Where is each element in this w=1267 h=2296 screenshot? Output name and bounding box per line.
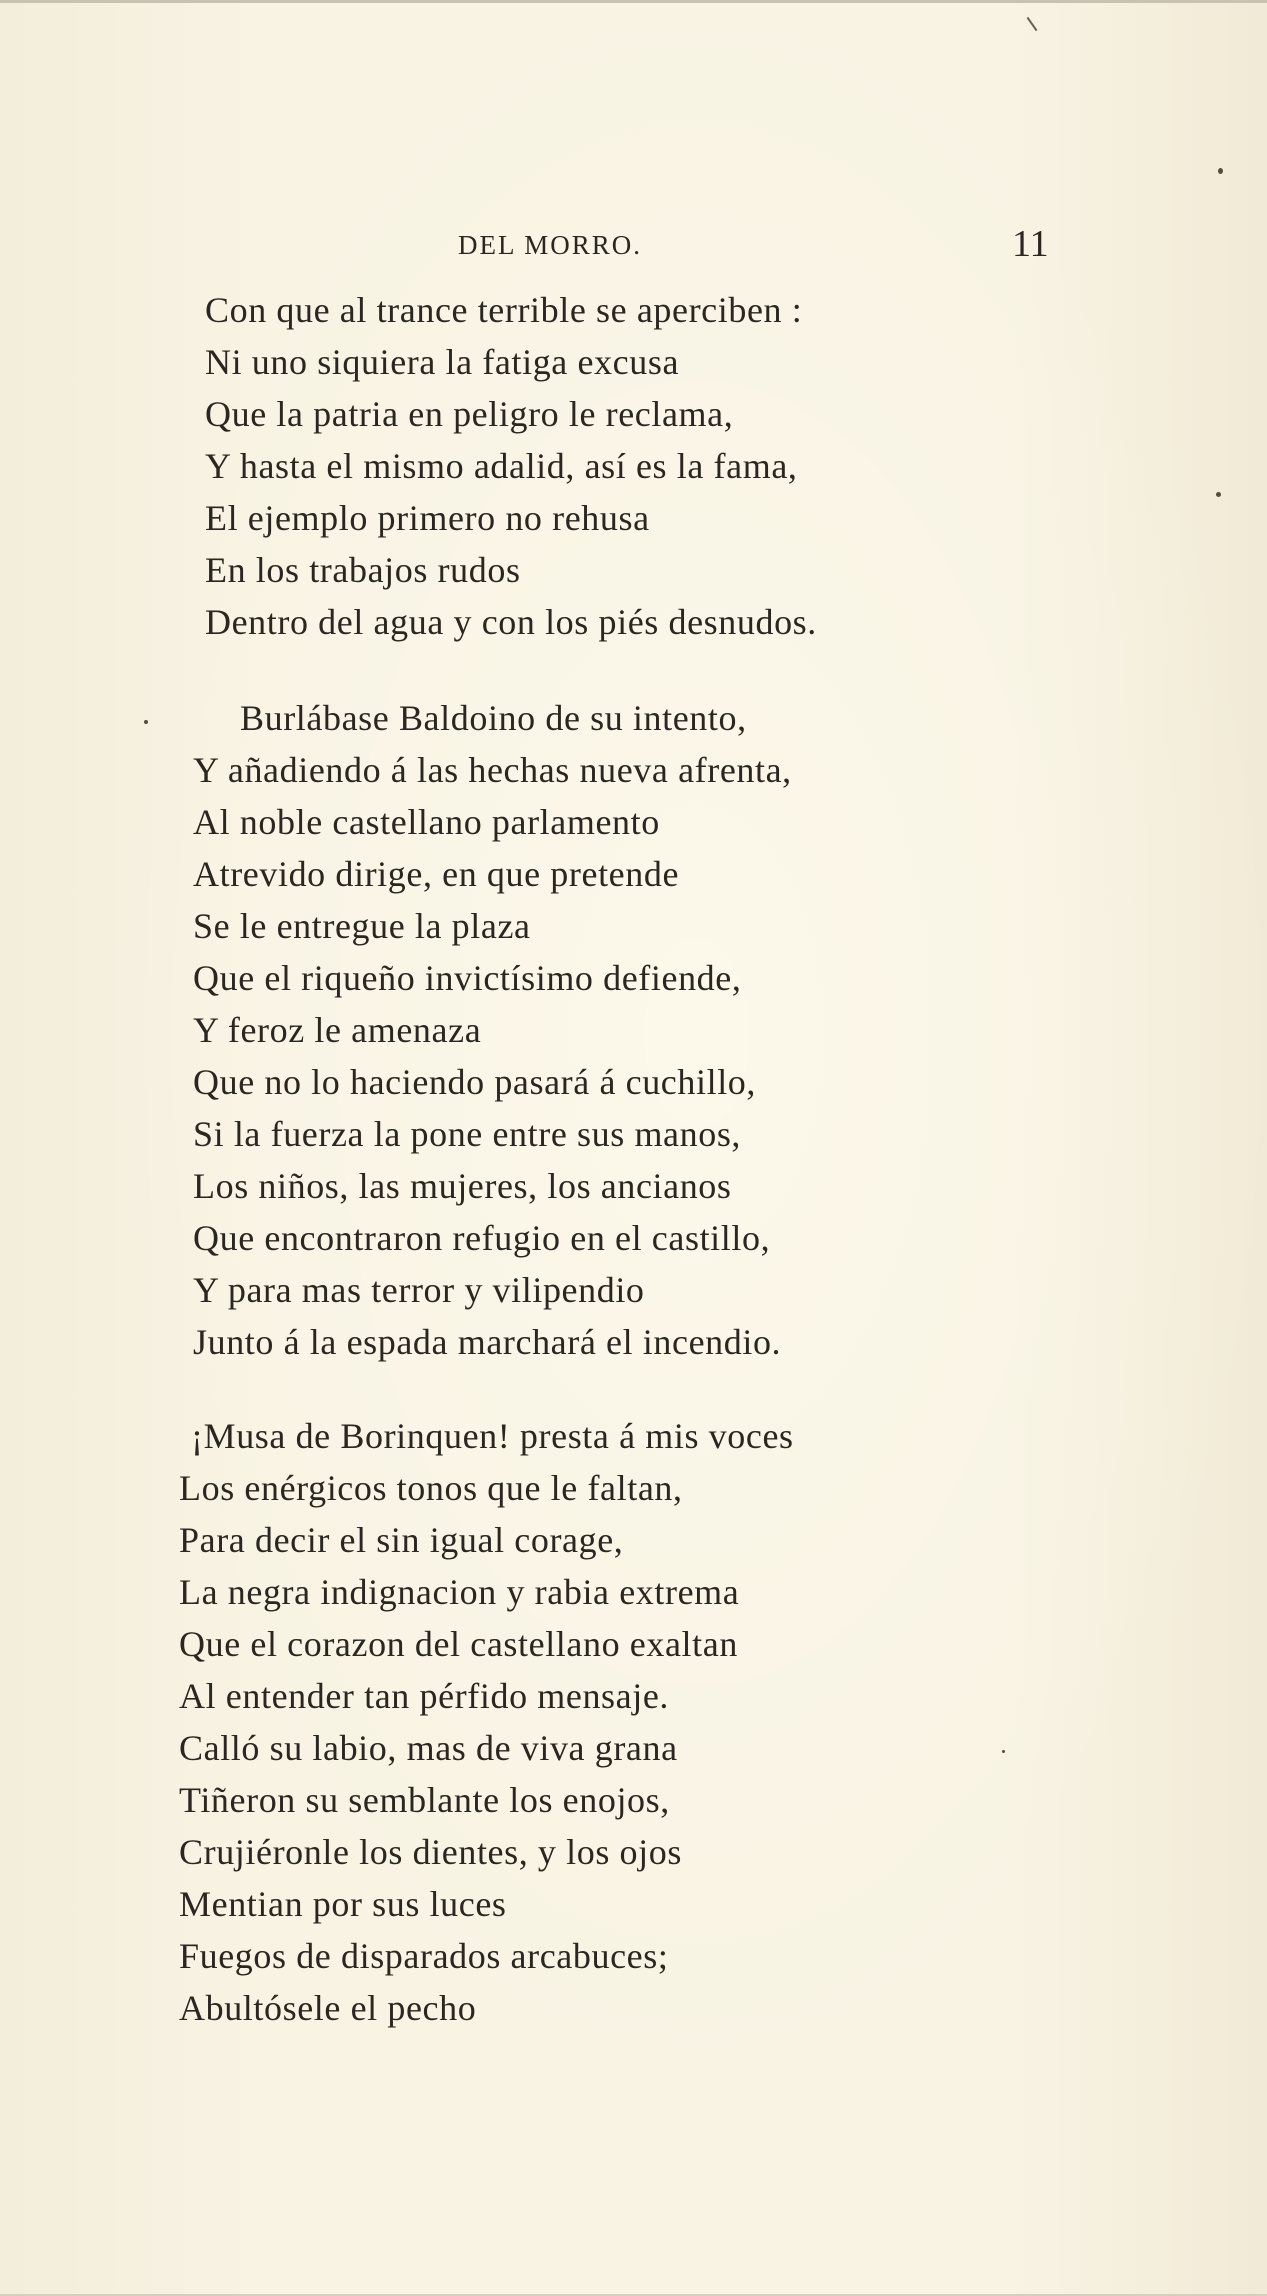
verse-line: Crujiéronle los dientes, y los ojos (179, 1832, 682, 1872)
stanza-2 (193, 692, 792, 1368)
verse-line: Junto á la espada marchará el incendio. (193, 1322, 782, 1362)
verse-line: Que la patria en peligro le reclama, (205, 394, 734, 434)
verse-line: El ejemplo primero no rehusa (205, 498, 650, 538)
verse-line: Abultósele el pecho (179, 1988, 477, 2028)
verse-line: ¡Musa de Borinquen! presta á mis voces (191, 1416, 794, 1456)
verse-line: Fuegos de disparados arcabuces; (179, 1936, 669, 1976)
ink-speck (144, 720, 148, 724)
ink-speck (1218, 168, 1223, 174)
page-number: 11 (1012, 223, 1049, 265)
page-top-edge (0, 0, 1267, 3)
verse-line: Que el riqueño invictísimo defiende, (193, 958, 742, 998)
verse-line: Que encontraron refugio en el castillo, (193, 1218, 771, 1258)
verse-line: Dentro del agua y con los piés desnudos. (205, 602, 817, 642)
verse-line: Para decir el sin igual corage, (179, 1520, 624, 1560)
verse-line: Atrevido dirige, en que pretende (193, 854, 680, 894)
verse-line: Que no lo haciendo pasará á cuchillo, (193, 1062, 756, 1102)
verse-line: Con que al trance terrible se aperciben : (205, 290, 803, 330)
verse-line: Al noble castellano parlamento (193, 802, 660, 842)
stanza-1 (205, 284, 817, 648)
verse-line: Los niños, las mujeres, los ancianos (193, 1166, 732, 1206)
verse-line: Y para mas terror y vilipendio (193, 1270, 645, 1310)
verse-line: Y feroz le amenaza (193, 1010, 482, 1050)
verse-line: La negra indignacion y rabia extrema (179, 1572, 740, 1612)
verse-line: Ni uno siquiera la fatiga excusa (205, 342, 680, 382)
verse-line: Burlábase Baldoino de su intento, (240, 698, 747, 738)
verse-line: En los trabajos rudos (205, 550, 521, 590)
ink-speck (1216, 492, 1221, 497)
verse-line: Calló su labio, mas de viva grana (179, 1728, 678, 1768)
verse-line: Y añadiendo á las hechas nueva afrenta, (193, 750, 792, 790)
paper-mark (1027, 17, 1038, 31)
verse-line: Tiñeron su semblante los enojos, (179, 1780, 670, 1820)
verse-line: Si la fuerza la pone entre sus manos, (193, 1114, 742, 1154)
stanza-3 (179, 1410, 794, 2034)
verse-line: Mentian por sus luces (179, 1884, 507, 1924)
verse-line: Se le entregue la plaza (193, 906, 531, 946)
running-title: DEL MORRO. (458, 230, 643, 260)
verse-line: Que el corazon del castellano exaltan (179, 1624, 738, 1664)
verse-line: Al entender tan pérfido mensaje. (179, 1676, 670, 1716)
verse-line: Y hasta el mismo adalid, así es la fama, (205, 446, 798, 486)
verse-line: Los enérgicos tonos que le faltan, (179, 1468, 683, 1508)
ink-speck (1002, 1750, 1005, 1753)
